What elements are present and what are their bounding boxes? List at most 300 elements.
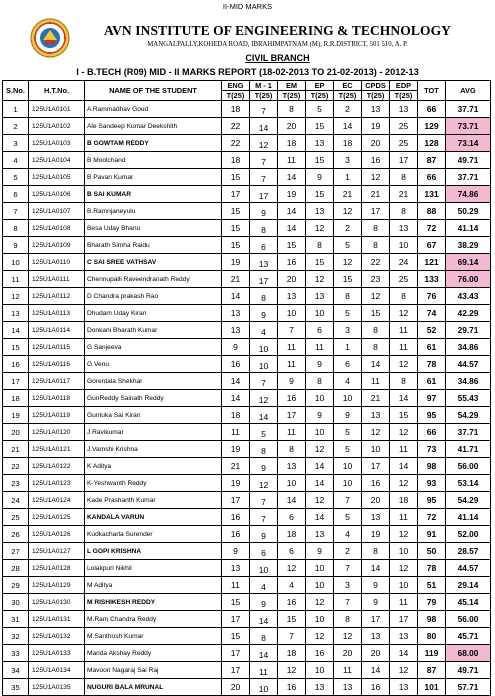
row-serial-number: 19 xyxy=(3,407,29,424)
row-subject-mark: 8 xyxy=(250,628,278,645)
row-subject-mark: 17 xyxy=(362,611,390,628)
row-subject-mark: 14 xyxy=(362,560,390,577)
row-student-name: GunReddy Sainath Reddy xyxy=(85,390,222,407)
row-subject-mark: 13 xyxy=(222,305,250,322)
row-average: 68.00 xyxy=(446,645,491,662)
row-subject-mark: 11 xyxy=(390,594,418,611)
row-subject-mark: 14 xyxy=(278,203,306,220)
row-subject-mark: 2 xyxy=(334,101,362,118)
row-student-name: KANDALA VARUN xyxy=(85,509,222,526)
row-subject-mark: 13 xyxy=(362,628,390,645)
row-subject-mark: 13 xyxy=(362,509,390,526)
row-subject-mark: 8 xyxy=(362,220,390,237)
row-subject-mark: 22 xyxy=(222,135,250,152)
row-subject-mark: 25 xyxy=(390,118,418,135)
row-student-name: Lolakpuri Nikhil xyxy=(85,560,222,577)
row-hall-ticket-number: 125U1A0108 xyxy=(29,220,85,237)
row-average: 38.29 xyxy=(446,237,491,254)
row-student-name: M Aditya xyxy=(85,577,222,594)
row-subject-mark: 9 xyxy=(362,594,390,611)
row-average: 76.00 xyxy=(446,271,491,288)
row-subject-mark: 8 xyxy=(390,203,418,220)
header-max-edp: T(25) xyxy=(390,91,418,101)
row-student-name: J Ravikumar xyxy=(85,424,222,441)
row-serial-number: 12 xyxy=(3,288,29,305)
row-hall-ticket-number: 125U1A0103 xyxy=(29,135,85,152)
row-subject-mark: 9 xyxy=(250,594,278,611)
row-subject-mark: 13 xyxy=(390,220,418,237)
row-hall-ticket-number: 125U1A0111 xyxy=(29,271,85,288)
row-subject-mark: 19 xyxy=(222,441,250,458)
row-subject-mark: 11 xyxy=(278,339,306,356)
row-subject-mark: 8 xyxy=(250,441,278,458)
row-subject-mark: 3 xyxy=(334,577,362,594)
header-max-em: T(25) xyxy=(278,91,306,101)
row-subject-mark: 11 xyxy=(278,424,306,441)
row-total: 129 xyxy=(418,118,446,135)
row-total: 95 xyxy=(418,407,446,424)
row-subject-mark: 11 xyxy=(250,662,278,679)
row-hall-ticket-number: 125U1A0115 xyxy=(29,339,85,356)
row-subject-mark: 20 xyxy=(222,679,250,696)
row-subject-mark: 18 xyxy=(334,135,362,152)
row-subject-mark: 15 xyxy=(306,118,334,135)
row-hall-ticket-number: 125U1A0125 xyxy=(29,509,85,526)
row-subject-mark: 19 xyxy=(278,186,306,203)
row-average: 73.71 xyxy=(446,118,491,135)
row-student-name: Besa Uday Bhanu xyxy=(85,220,222,237)
row-subject-mark: 17 xyxy=(362,458,390,475)
row-hall-ticket-number: 125U1A0127 xyxy=(29,543,85,560)
row-subject-mark: 8 xyxy=(362,339,390,356)
row-student-name: D Chandra prakash Rao xyxy=(85,288,222,305)
row-subject-mark: 21 xyxy=(362,390,390,407)
row-subject-mark: 15 xyxy=(222,203,250,220)
header-subject-ec: EC xyxy=(334,81,362,91)
row-subject-mark: 12 xyxy=(250,475,278,492)
row-student-name: J.Vamshi Krishna xyxy=(85,441,222,458)
row-hall-ticket-number: 125U1A0122 xyxy=(29,458,85,475)
row-subject-mark: 14 xyxy=(250,611,278,628)
row-average: 41.71 xyxy=(446,441,491,458)
row-serial-number: 29 xyxy=(3,577,29,594)
row-student-name: M RISHIKESH REDDY xyxy=(85,594,222,611)
row-total: 88 xyxy=(418,203,446,220)
table-row xyxy=(3,560,491,577)
row-total: 78 xyxy=(418,560,446,577)
row-subject-mark: 14 xyxy=(390,645,418,662)
row-total: 119 xyxy=(418,645,446,662)
table-row xyxy=(3,424,491,441)
row-subject-mark: 17 xyxy=(390,152,418,169)
row-hall-ticket-number: 125U1A0135 xyxy=(29,679,85,696)
row-subject-mark: 10 xyxy=(250,679,278,696)
row-total: 97 xyxy=(418,390,446,407)
row-hall-ticket-number: 125U1A0118 xyxy=(29,390,85,407)
row-subject-mark: 13 xyxy=(362,407,390,424)
row-student-name: K Aditya xyxy=(85,458,222,475)
row-hall-ticket-number: 125U1A0105 xyxy=(29,169,85,186)
row-subject-mark: 3 xyxy=(334,322,362,339)
row-subject-mark: 12 xyxy=(334,254,362,271)
table-row xyxy=(3,509,491,526)
row-subject-mark: 12 xyxy=(278,560,306,577)
row-subject-mark: 14 xyxy=(250,118,278,135)
row-serial-number: 5 xyxy=(3,169,29,186)
row-average: 49.71 xyxy=(446,152,491,169)
row-subject-mark: 9 xyxy=(222,339,250,356)
row-serial-number: 20 xyxy=(3,424,29,441)
row-subject-mark: 21 xyxy=(362,186,390,203)
header-name: NAME OF THE STUDENT xyxy=(85,81,222,101)
row-subject-mark: 12 xyxy=(334,203,362,220)
row-average: 57.71 xyxy=(446,679,491,696)
row-average: 29.14 xyxy=(446,577,491,594)
row-hall-ticket-number: 125U1A0123 xyxy=(29,475,85,492)
institute-title: AVN INSTITUTE OF ENGINEERING & TECHNOLOGY xyxy=(103,23,452,38)
row-serial-number: 2 xyxy=(3,118,29,135)
row-subject-mark: 10 xyxy=(334,390,362,407)
header-htno: H.T.No. xyxy=(29,81,85,101)
row-serial-number: 15 xyxy=(3,339,29,356)
row-subject-mark: 14 xyxy=(250,407,278,424)
row-hall-ticket-number: 125U1A0106 xyxy=(29,186,85,203)
row-subject-mark: 15 xyxy=(362,305,390,322)
row-serial-number: 11 xyxy=(3,271,29,288)
row-subject-mark: 9 xyxy=(306,169,334,186)
row-subject-mark: 9 xyxy=(334,407,362,424)
row-subject-mark: 8 xyxy=(362,322,390,339)
row-subject-mark: 25 xyxy=(390,135,418,152)
row-total: 87 xyxy=(418,662,446,679)
row-average: 56.00 xyxy=(446,611,491,628)
row-subject-mark: 17 xyxy=(222,492,250,509)
table-row xyxy=(3,305,491,322)
row-average: 44.57 xyxy=(446,356,491,373)
table-row xyxy=(3,322,491,339)
row-subject-mark: 11 xyxy=(306,339,334,356)
row-subject-mark: 10 xyxy=(306,662,334,679)
row-subject-mark: 19 xyxy=(222,254,250,271)
row-subject-mark: 19 xyxy=(222,475,250,492)
header-max-m1: T(25) xyxy=(250,91,278,101)
row-serial-number: 3 xyxy=(3,135,29,152)
row-total: 66 xyxy=(418,424,446,441)
row-subject-mark: 12 xyxy=(250,135,278,152)
header-max-eng: T(25) xyxy=(222,91,250,101)
row-subject-mark: 25 xyxy=(390,271,418,288)
row-subject-mark: 7 xyxy=(334,594,362,611)
row-subject-mark: 9 xyxy=(222,543,250,560)
row-subject-mark: 16 xyxy=(362,679,390,696)
row-subject-mark: 7 xyxy=(334,560,362,577)
row-subject-mark: 5 xyxy=(334,237,362,254)
row-subject-mark: 2 xyxy=(334,543,362,560)
college-emblem-icon xyxy=(30,18,70,58)
row-serial-number: 1 xyxy=(3,101,29,118)
row-hall-ticket-number: 125U1A0133 xyxy=(29,645,85,662)
row-subject-mark: 22 xyxy=(222,118,250,135)
row-subject-mark: 13 xyxy=(334,679,362,696)
row-serial-number: 33 xyxy=(3,645,29,662)
row-subject-mark: 22 xyxy=(362,254,390,271)
row-student-name: G Venu xyxy=(85,356,222,373)
row-serial-number: 21 xyxy=(3,441,29,458)
row-subject-mark: 12 xyxy=(362,424,390,441)
row-subject-mark: 15 xyxy=(222,169,250,186)
row-average: 37.71 xyxy=(446,424,491,441)
row-subject-mark: 14 xyxy=(278,492,306,509)
row-subject-mark: 15 xyxy=(222,237,250,254)
row-serial-number: 23 xyxy=(3,475,29,492)
row-total: 80 xyxy=(418,628,446,645)
row-total: 133 xyxy=(418,271,446,288)
row-subject-mark: 7 xyxy=(250,373,278,390)
row-subject-mark: 1 xyxy=(334,169,362,186)
row-subject-mark: 2 xyxy=(334,220,362,237)
row-subject-mark: 9 xyxy=(306,356,334,373)
row-subject-mark: 10 xyxy=(362,441,390,458)
row-serial-number: 31 xyxy=(3,611,29,628)
table-row xyxy=(3,169,491,186)
table-row xyxy=(3,339,491,356)
row-serial-number: 7 xyxy=(3,203,29,220)
row-subject-mark: 7 xyxy=(278,628,306,645)
row-hall-ticket-number: 125U1A0102 xyxy=(29,118,85,135)
row-subject-mark: 12 xyxy=(390,662,418,679)
row-average: 45.14 xyxy=(446,594,491,611)
row-subject-mark: 12 xyxy=(390,305,418,322)
row-subject-mark: 20 xyxy=(362,135,390,152)
row-subject-mark: 12 xyxy=(390,356,418,373)
row-total: 128 xyxy=(418,135,446,152)
row-subject-mark: 10 xyxy=(250,356,278,373)
row-total: 87 xyxy=(418,152,446,169)
row-student-name: Guntuka Sai Kiran xyxy=(85,407,222,424)
row-student-name: Donkani Bharath Kumar xyxy=(85,322,222,339)
row-subject-mark: 16 xyxy=(278,390,306,407)
row-total: 72 xyxy=(418,220,446,237)
row-subject-mark: 18 xyxy=(390,492,418,509)
row-average: 50.29 xyxy=(446,203,491,220)
row-subject-mark: 18 xyxy=(278,135,306,152)
row-subject-mark: 9 xyxy=(362,577,390,594)
row-subject-mark: 12 xyxy=(306,492,334,509)
table-row xyxy=(3,407,491,424)
table-row xyxy=(3,237,491,254)
row-subject-mark: 10 xyxy=(306,424,334,441)
table-row xyxy=(3,662,491,679)
row-serial-number: 8 xyxy=(3,220,29,237)
table-row xyxy=(3,526,491,543)
row-subject-mark: 8 xyxy=(390,288,418,305)
row-serial-number: 25 xyxy=(3,509,29,526)
row-subject-mark: 15 xyxy=(222,220,250,237)
table-row xyxy=(3,679,491,696)
row-subject-mark: 16 xyxy=(278,594,306,611)
table-row xyxy=(3,441,491,458)
row-subject-mark: 10 xyxy=(250,560,278,577)
row-student-name: Dhudam Uday Kiran xyxy=(85,305,222,322)
row-subject-mark: 10 xyxy=(306,390,334,407)
row-subject-mark: 12 xyxy=(390,560,418,577)
row-student-name: Kade Prashanth Kumar xyxy=(85,492,222,509)
row-average: 73.14 xyxy=(446,135,491,152)
header-max-cpds: T(25) xyxy=(362,91,390,101)
row-serial-number: 4 xyxy=(3,152,29,169)
row-subject-mark: 13 xyxy=(306,288,334,305)
row-subject-mark: 14 xyxy=(278,169,306,186)
table-row xyxy=(3,475,491,492)
table-row xyxy=(3,373,491,390)
row-subject-mark: 8 xyxy=(390,169,418,186)
table-row xyxy=(3,577,491,594)
row-hall-ticket-number: 125U1A0116 xyxy=(29,356,85,373)
row-total: 131 xyxy=(418,186,446,203)
row-student-name: Manda Akshay Reddy xyxy=(85,645,222,662)
row-subject-mark: 18 xyxy=(222,101,250,118)
row-average: 55.43 xyxy=(446,390,491,407)
table-row xyxy=(3,492,491,509)
row-serial-number: 24 xyxy=(3,492,29,509)
row-subject-mark: 8 xyxy=(278,101,306,118)
row-subject-mark: 16 xyxy=(362,475,390,492)
row-subject-mark: 13 xyxy=(306,679,334,696)
table-row xyxy=(3,220,491,237)
row-subject-mark: 20 xyxy=(334,645,362,662)
row-subject-mark: 16 xyxy=(278,679,306,696)
table-row xyxy=(3,118,491,135)
row-subject-mark: 4 xyxy=(250,322,278,339)
row-subject-mark: 17 xyxy=(222,611,250,628)
header-subject-edp: EDP xyxy=(390,81,418,91)
table-row xyxy=(3,594,491,611)
row-subject-mark: 17 xyxy=(390,611,418,628)
row-serial-number: 18 xyxy=(3,390,29,407)
row-student-name: M.Santhosh Kumar xyxy=(85,628,222,645)
row-subject-mark: 10 xyxy=(334,458,362,475)
row-subject-mark: 4 xyxy=(334,526,362,543)
row-subject-mark: 5 xyxy=(306,101,334,118)
row-subject-mark: 10 xyxy=(390,543,418,560)
row-subject-mark: 12 xyxy=(306,594,334,611)
row-subject-mark: 15 xyxy=(222,594,250,611)
row-subject-mark: 16 xyxy=(278,254,306,271)
row-subject-mark: 5 xyxy=(250,424,278,441)
row-subject-mark: 9 xyxy=(278,373,306,390)
row-subject-mark: 16 xyxy=(306,645,334,662)
row-subject-mark: 16 xyxy=(222,526,250,543)
row-subject-mark: 14 xyxy=(334,118,362,135)
header-subject-eng: ENG xyxy=(222,81,250,91)
row-student-name: Bharath Simha Raidu xyxy=(85,237,222,254)
row-subject-mark: 17 xyxy=(222,662,250,679)
row-subject-mark: 8 xyxy=(250,220,278,237)
row-hall-ticket-number: 125U1A0113 xyxy=(29,305,85,322)
row-subject-mark: 12 xyxy=(278,662,306,679)
row-serial-number: 14 xyxy=(3,322,29,339)
row-subject-mark: 14 xyxy=(250,645,278,662)
row-subject-mark: 14 xyxy=(362,662,390,679)
row-subject-mark: 19 xyxy=(362,526,390,543)
row-subject-mark: 16 xyxy=(222,356,250,373)
row-total: 91 xyxy=(418,526,446,543)
row-subject-mark: 15 xyxy=(390,407,418,424)
row-subject-mark: 13 xyxy=(278,458,306,475)
row-subject-mark: 17 xyxy=(222,186,250,203)
row-subject-mark: 8 xyxy=(390,373,418,390)
row-student-name: Kudkacharla Surender xyxy=(85,526,222,543)
table-row xyxy=(3,628,491,645)
row-subject-mark: 12 xyxy=(362,169,390,186)
row-total: 66 xyxy=(418,101,446,118)
row-subject-mark: 8 xyxy=(278,441,306,458)
row-average: 34.86 xyxy=(446,373,491,390)
row-subject-mark: 7 xyxy=(334,492,362,509)
row-subject-mark: 8 xyxy=(250,288,278,305)
row-serial-number: 9 xyxy=(3,237,29,254)
table-row xyxy=(3,390,491,407)
table-row xyxy=(3,186,491,203)
row-average: 54.29 xyxy=(446,407,491,424)
branch-title: CIVIL BRANCH xyxy=(245,53,310,63)
row-hall-ticket-number: 125U1A0130 xyxy=(29,594,85,611)
row-average: 52.00 xyxy=(446,526,491,543)
table-row xyxy=(3,288,491,305)
row-subject-mark: 18 xyxy=(278,645,306,662)
row-subject-mark: 11 xyxy=(222,424,250,441)
row-total: 98 xyxy=(418,611,446,628)
row-subject-mark: 10 xyxy=(306,305,334,322)
row-subject-mark: 12 xyxy=(390,475,418,492)
row-average: 54.29 xyxy=(446,492,491,509)
row-total: 52 xyxy=(418,322,446,339)
row-student-name: B.Ramnjaneyulu xyxy=(85,203,222,220)
row-subject-mark: 17 xyxy=(250,186,278,203)
row-subject-mark: 15 xyxy=(334,271,362,288)
row-student-name: Ale Sandeep Kumar Deekshith xyxy=(85,118,222,135)
row-subject-mark: 20 xyxy=(278,271,306,288)
row-serial-number: 16 xyxy=(3,356,29,373)
row-serial-number: 28 xyxy=(3,560,29,577)
row-total: 66 xyxy=(418,169,446,186)
row-subject-mark: 21 xyxy=(390,186,418,203)
row-total: 73 xyxy=(418,441,446,458)
row-subject-mark: 11 xyxy=(390,339,418,356)
row-subject-mark: 21 xyxy=(334,186,362,203)
row-student-name: B GOWTAM REDDY xyxy=(85,135,222,152)
row-total: 121 xyxy=(418,254,446,271)
row-subject-mark: 6 xyxy=(278,543,306,560)
row-subject-mark: 14 xyxy=(222,288,250,305)
row-subject-mark: 18 xyxy=(222,407,250,424)
row-student-name: G Sanjeeva xyxy=(85,339,222,356)
row-subject-mark: 15 xyxy=(306,254,334,271)
row-subject-mark: 15 xyxy=(222,628,250,645)
row-subject-mark: 10 xyxy=(390,237,418,254)
row-average: 45.71 xyxy=(446,628,491,645)
row-subject-mark: 9 xyxy=(250,305,278,322)
row-student-name: NUGURI BALA MRUNAL xyxy=(85,679,222,696)
row-subject-mark: 21 xyxy=(222,271,250,288)
row-total: 74 xyxy=(418,305,446,322)
row-subject-mark: 9 xyxy=(250,526,278,543)
row-subject-mark: 14 xyxy=(222,373,250,390)
row-hall-ticket-number: 125U1A0119 xyxy=(29,407,85,424)
row-total: 50 xyxy=(418,543,446,560)
row-total: 61 xyxy=(418,373,446,390)
row-subject-mark: 17 xyxy=(278,407,306,424)
